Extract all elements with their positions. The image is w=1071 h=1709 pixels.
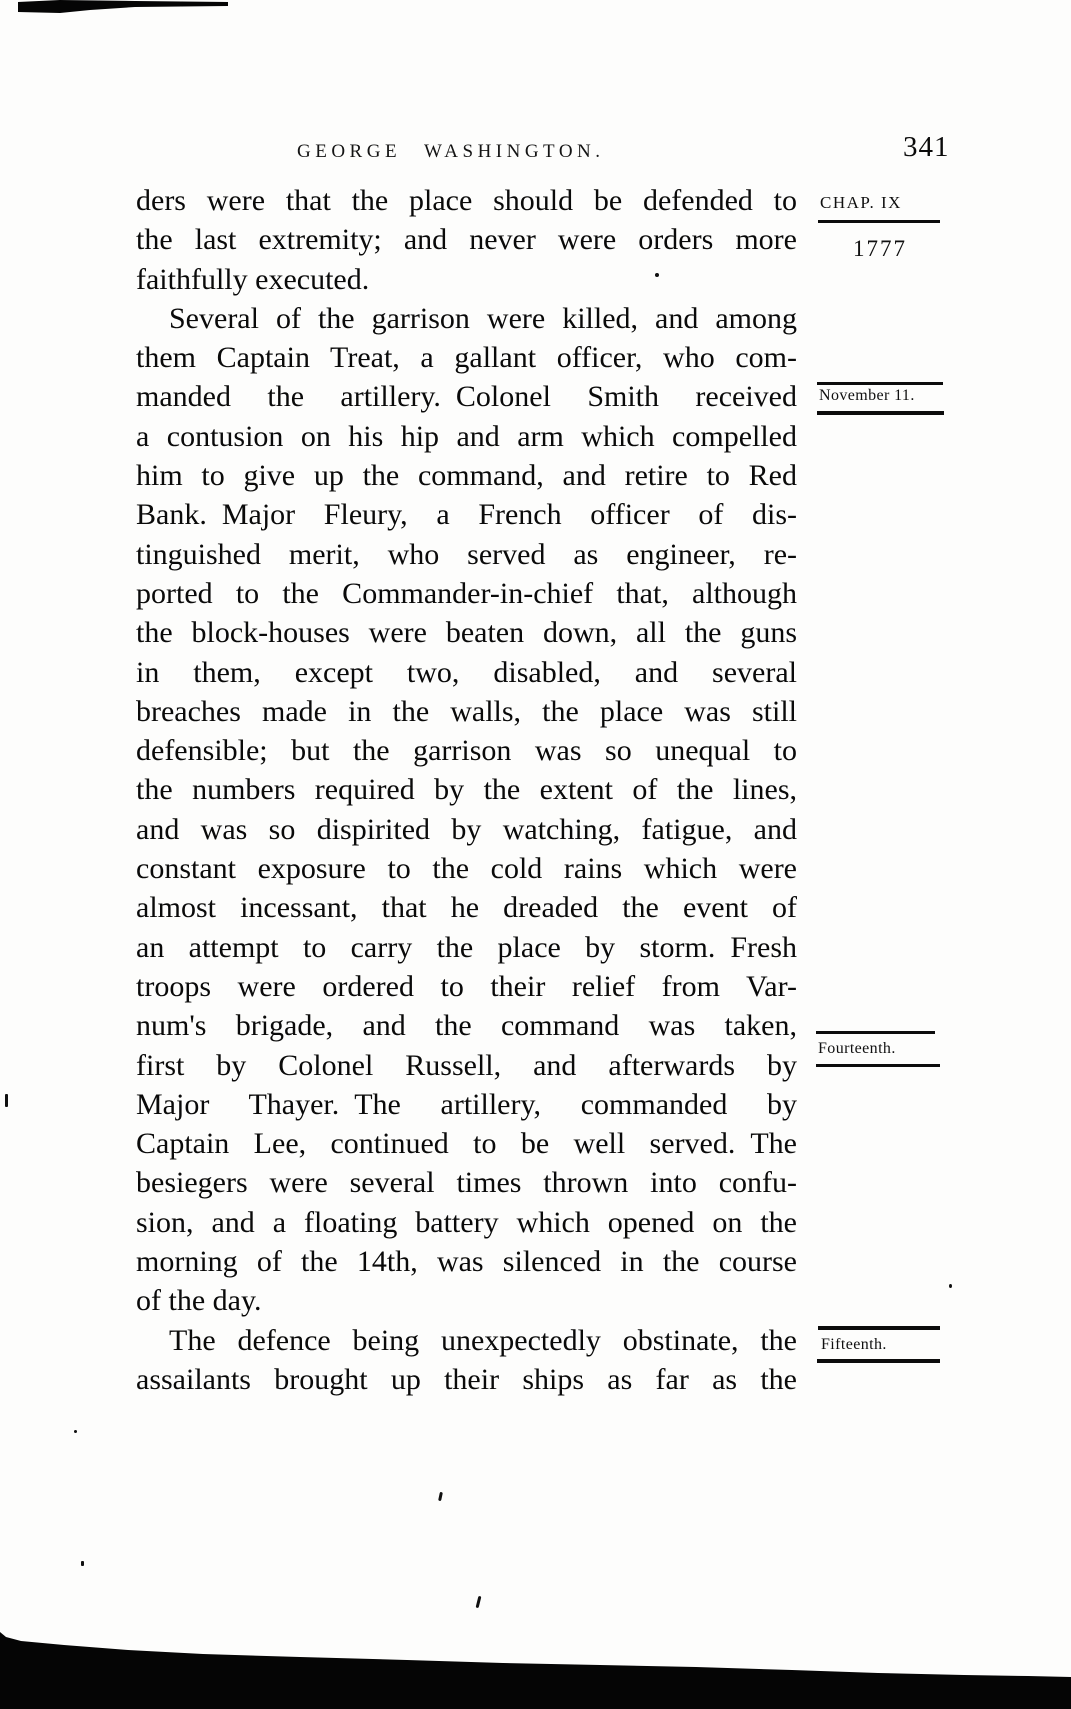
text-line: morning of the 14th, was silenced in the course	[136, 1245, 797, 1279]
scan-artifact-bottom-band	[0, 1632, 1071, 1709]
text-line: and was so dispirited by watching, fatigue, and	[136, 812, 797, 846]
text-line: the numbers required by the extent of the lines,	[136, 773, 797, 807]
text-line: manded the artillery. Colonel Smith received	[136, 380, 797, 414]
text-line: Major Thayer. The artillery, commanded by	[136, 1087, 797, 1121]
margin-rule-fourteenth-top	[816, 1031, 935, 1034]
scan-speck	[476, 1596, 482, 1608]
text-line: Captain Lee, continued to be well served. The	[136, 1127, 797, 1161]
text-line: the last extremity; and never were orders more	[136, 223, 797, 257]
scan-speck	[438, 1492, 443, 1501]
text-line: ders were that the place should be defended to	[136, 184, 797, 217]
margin-chapter-label: CHAP. IX	[820, 193, 902, 212]
margin-rule-chapter	[818, 220, 940, 223]
text-line: a contusion on his hip and arm which compelled	[136, 419, 797, 453]
text-line: him to give up the command, and retire to Red	[136, 459, 797, 493]
margin-note-november-11: November 11.	[819, 387, 915, 404]
text-line: of the day.	[136, 1284, 262, 1318]
margin-note-fifteenth: Fifteenth.	[821, 1336, 887, 1353]
scan-speck	[74, 1430, 77, 1433]
margin-rule-fourteenth-bottom	[816, 1064, 940, 1067]
margin-note-fourteenth: Fourteenth.	[818, 1040, 896, 1057]
text-line: breaches made in the walls, the place was still	[136, 694, 797, 728]
text-line: tinguished merit, who served as engineer, re-	[136, 537, 797, 571]
text-line: assailants brought up their ships as far as the	[136, 1362, 797, 1396]
page-number: 341	[903, 131, 950, 163]
text-line: the block-houses were beaten down, all the guns	[136, 616, 797, 650]
scan-artifact-top-left	[15, 0, 230, 14]
text-line: them Captain Treat, a gallant officer, who com-	[136, 341, 797, 375]
running-header: GEORGE WASHINGTON.	[297, 141, 605, 162]
scan-speck	[655, 273, 659, 277]
margin-year-label: 1777	[853, 236, 907, 261]
margin-rule-november-bottom	[817, 411, 944, 415]
text-line: ported to the Commander-in-chief that, although	[136, 576, 797, 610]
margin-rule-november-top	[817, 382, 943, 385]
text-line: constant exposure to the cold rains which were	[136, 852, 797, 886]
text-line: troops were ordered to their relief from Var-	[136, 969, 797, 1003]
scan-speck	[949, 1284, 952, 1288]
text-line: sion, and a floating battery which opened on the	[136, 1205, 797, 1239]
body-text-column	[136, 181, 797, 1399]
text-line: faithfully executed.	[136, 262, 370, 296]
text-line: besiegers were several times thrown into confu-	[136, 1166, 797, 1200]
scan-speck	[81, 1561, 84, 1566]
scan-speck	[5, 1094, 8, 1107]
text-line: The defence being unexpectedly obstinate, the	[169, 1323, 797, 1357]
text-line: an attempt to carry the place by storm. Fresh	[136, 930, 797, 964]
text-line: first by Colonel Russell, and afterwards by	[136, 1048, 797, 1082]
text-line: defensible; but the garrison was so unequal to	[136, 734, 797, 768]
text-line: Bank. Major Fleury, a French officer of dis-	[136, 498, 797, 532]
text-line: num's brigade, and the command was taken,	[136, 1009, 797, 1043]
text-line: in them, except two, disabled, and several	[136, 655, 797, 689]
text-line: Several of the garrison were killed, and among	[169, 301, 797, 335]
text-line: almost incessant, that he dreaded the event of	[136, 891, 797, 925]
margin-rule-fifteenth-bottom	[817, 1359, 940, 1363]
margin-rule-fifteenth-top	[818, 1326, 940, 1330]
